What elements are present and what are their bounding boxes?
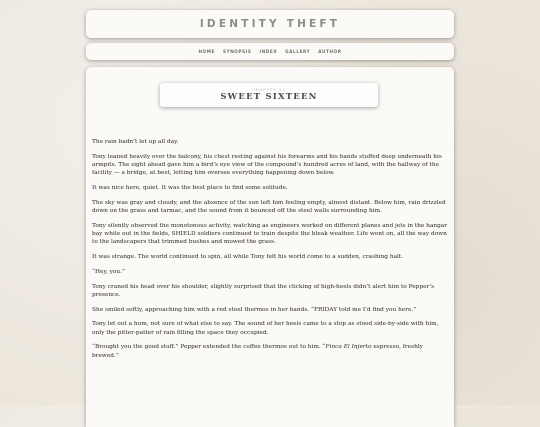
chapter-number: CHAPTER 22 bbox=[252, 87, 286, 92]
paragraph: It was nice here, quiet. It was the best place to find some solitude. bbox=[92, 185, 288, 191]
nav-gallery[interactable]: GALLERY bbox=[285, 49, 311, 54]
nav-synopsis[interactable]: SYNOPSIS bbox=[222, 49, 252, 54]
emphasis-text: Finca El Injerto bbox=[325, 344, 372, 351]
paragraph: It was strange. The world continued to spin, all while Tony felt his world come to a sudden, crashing halt. bbox=[92, 254, 404, 260]
paragraph: Tony leaned heavily over the balcony, his chest resting against his forearms and his hands stuffed deep underneath his armpits. The sight ahead gave him a bird’s eye view of the compound’s hundred acres of land, with the hallway of the facility — a bridge, at best, letting him oversee everything happening down below. bbox=[92, 153, 442, 177]
site-title[interactable]: IDENTITY THEFT bbox=[199, 18, 341, 30]
paragraph: “Hey, you.” bbox=[92, 268, 125, 275]
nav-home[interactable]: HOME bbox=[198, 49, 215, 54]
chapter-content bbox=[86, 67, 454, 427]
chapter-heading bbox=[160, 83, 378, 107]
paragraph: The sky was gray and cloudy, and the absence of the sun left him feeling empty, almost distant. Below him, rain drizzled down on the grass and tarmac, and the sound from it bounced off the steel walls surrounding him. bbox=[92, 199, 446, 214]
site-header bbox=[86, 10, 454, 38]
paragraph bbox=[92, 343, 450, 359]
chapter-title: SWEET SIXTEEN bbox=[220, 92, 318, 102]
paragraph: Tony let out a hum, not sure of what else to say. The sound of her heels came to a stop as stood side-by-side with him, only the pitter-patter of rain filling the space they occupied. bbox=[92, 321, 439, 336]
dialogue-text: “Brought you the good stuff.” Pepper extended the coffee thermos out to him. “ bbox=[92, 344, 326, 351]
nav-index[interactable]: INDEX bbox=[259, 49, 278, 54]
paragraph: Tony silently observed the monotonous activity, watching as engineers worked on different planes and jets in the hangar bay while out in the fields, SHIELD soldiers continued to train despite the bleak weather. Life went on, all the way down to the landscapers that trimmed bushes and mowed the grass. bbox=[92, 222, 448, 246]
main-nav bbox=[86, 43, 454, 60]
nav-author[interactable]: AUTHOR bbox=[318, 49, 342, 54]
story-text bbox=[92, 138, 450, 366]
dialogue-text: espresso, freshly brewed.” bbox=[92, 344, 423, 359]
paragraph: She smiled softly, approaching him with a red steel thermos in her hands. “FRIDAY told me I’d find you here.” bbox=[92, 306, 417, 313]
paragraph: The rain hadn’t let up all day. bbox=[92, 139, 179, 145]
paragraph: Tony craned his head over his shoulder, slightly surprised that the clicking of high-heels didn’t alert him to Pepper’s presence. bbox=[92, 283, 435, 298]
